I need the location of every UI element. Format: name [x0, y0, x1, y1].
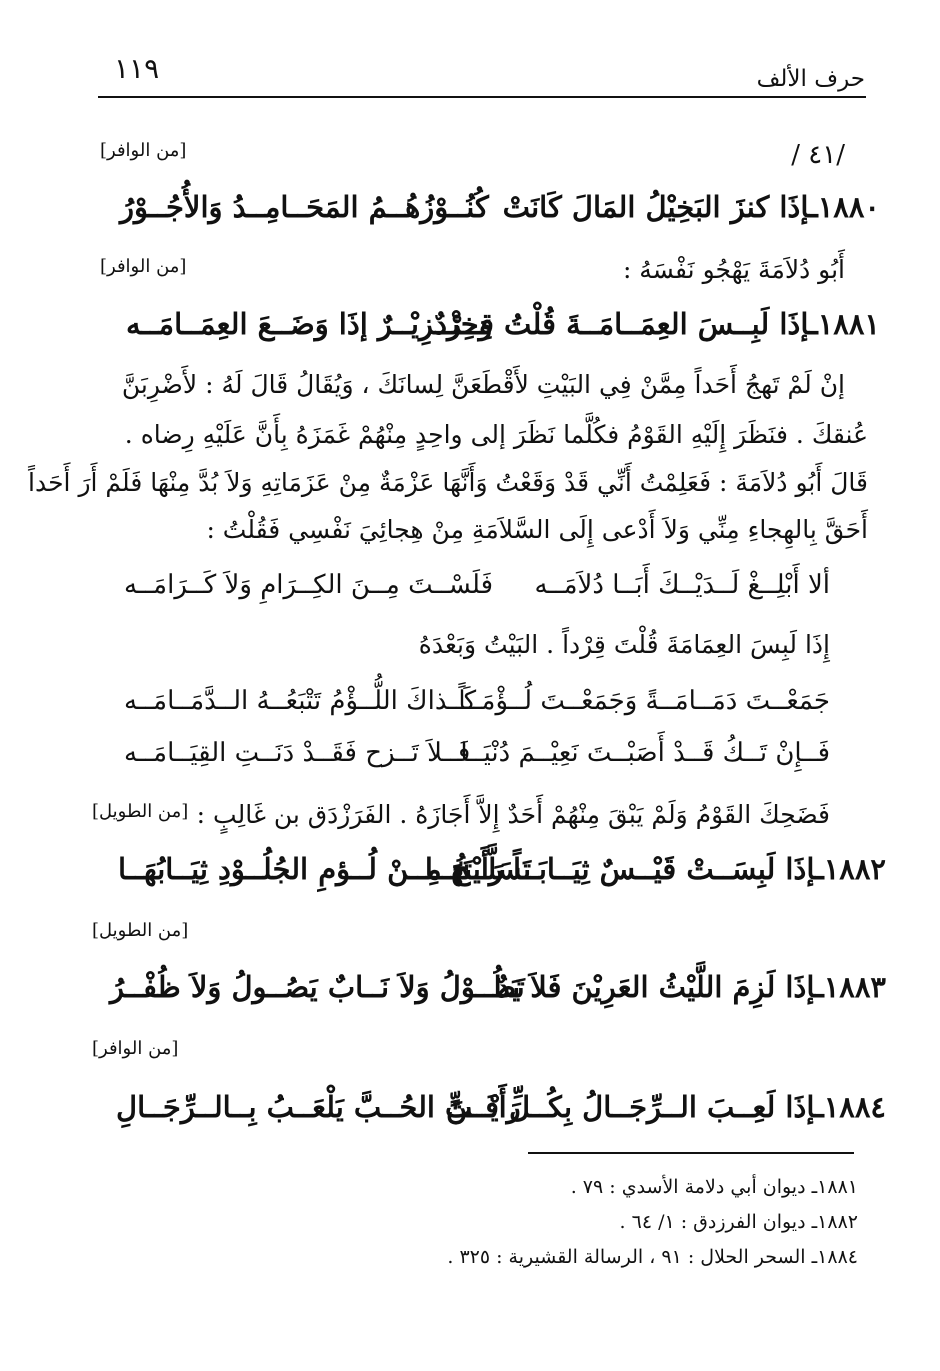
hemistich-first: ألا أَبْلِــغْ لَــدَيْــكَ أَبَــا دُلاَمَــه [534, 570, 830, 600]
verse-1883-sadr [497, 970, 886, 1004]
hemistich-second: رَأَيْــتَ الحُــبَّ يَلْعَــبُ بِــالــرِّجَــالِ [116, 1090, 521, 1124]
prose-line: أَحَقَّ بِالهِجاءِ مِنِّي وَلاَ أَدْعى إِلَى السَّلاَمَةِ مِنْ هِجائِيَ نَفْسِي فَقُلْتُ : [206, 515, 868, 544]
verse-1883 [110, 970, 886, 1014]
hemistich-second: فَــلاَ تَــزح فَقَــدْ دَنَــتِ القِيَــامَــه [124, 738, 471, 768]
footnote-rule [528, 1152, 854, 1154]
hemistich-first: فَــإِنْ تَــكُ قَــدْ أَصَبْــتَ نَعِيْــمَ دُنْيَــا [460, 738, 830, 768]
page-number: ١١٩ [114, 52, 160, 85]
hemistich-second: كُنُــوْزُهُــمُ المَحَــامِــدُ وَالأُجُــوْرُ [120, 190, 489, 224]
meter-label-1884: [من الوافر] [92, 1038, 179, 1059]
hemistich-first: إذَا لَبِسَــتْ قَيْــسٌ ثِيَــابَــاً رَأَيْتَهَــا [424, 852, 816, 886]
hemistich-first: إذَا لَزِمَ اللَّيْثُ العَرِيْنَ فَلاَ يَدٌ [496, 970, 816, 1004]
verse-number: ١٨٨٠ـ [809, 190, 880, 224]
inner-verse [124, 686, 830, 726]
footnote: ١٨٨٤ـ السحر الحلال : ٩١ ، الرسالة القشيرية : ٣٢٥ . [447, 1246, 858, 1268]
meter-label-1882: [من الطويل] [92, 801, 189, 822]
inner-verse [124, 738, 830, 778]
verse-1881-sadr [434, 307, 880, 341]
prose-line: إنْ لَمْ تَهجُ أَحَداً مِمَّنْ فِي البَيْتِ لأَقْطَعَنَّ لِسانَكَ ، وَيُقَالُ قَالَ لَهُ : لأَضْرِبَنَّ [121, 370, 845, 399]
verse-number: ١٨٨١ـ [809, 307, 880, 341]
hemistich-second: تَسَلَّــخُ مِــنْ لُــؤمِ الجُلُــوْدِ ثِيَــابُهَــا [118, 852, 532, 886]
verse-1880 [120, 190, 880, 234]
prose-line: قَالَ أَبُو دُلاَمَةَ : فَعَلِمْتُ أَنِّي قَدْ وَقَعْتُ وَأَنَّهَا عَزْمَةٌ مِنْ عَزَمَاتِهِ وَلاَ بُدَّ مِنْهَا فَلَمْ أَرَ أَحَداً [28, 468, 868, 497]
hemistich-first: إذَا لَعِــبَ الــرِّجَــالُ بِكُــلِّ فَــنٍّ [446, 1090, 816, 1124]
hemistich-first: إذَا لَبِــسَ العِمَــامَــةَ قُلْتُ قِــرْدٌ [434, 307, 810, 341]
verse-number: ١٨٨٤ـ [815, 1090, 886, 1124]
running-title: حرف الألف [756, 66, 865, 92]
header-rule [98, 96, 866, 98]
verse-1882 [118, 852, 886, 896]
meter-label-1880: [من الوافر] [100, 140, 187, 161]
intro-1882: فَضَحِكَ القَوْمُ وَلَمْ يَبْقَ مِنْهُمْ أَحَدٌ إِلاَّ أَجَازَهُ . الفَرَزْدَق بن غَالِبٍ : [196, 800, 830, 829]
hemistich-second: وَخِنْــزِيْــرٌ إذَا وَضَــعَ العِمَــامَــه [126, 307, 493, 341]
verse-number: ١٨٨٣ـ [815, 970, 886, 1004]
hemistich-first: جَمَعْــتَ دَمَــامَــةً وَجَمَعْــتَ لُــؤْمَــاً [458, 686, 830, 716]
hemistich-second: كَــذاكَ اللُّــؤْمُ تَتْبَعُــهُ الــدَّمَــامَــه [124, 686, 477, 716]
poem-number: / ٤١/ [791, 140, 845, 170]
hemistich-second: تَطُــوْلُ وَلاَ نَــابٌ يَصُــولُ وَلاَ ظُفْــرُ [110, 970, 525, 1004]
verse-1880-sadr [503, 190, 880, 224]
hemistich-second: فَلَسْــتَ مِــنَ الكِــرَامِ وَلاَ كَــرَامَــه [124, 570, 494, 600]
footnote: ١٨٨٢ـ ديوان الفرزدق : ١/ ٦٤ . [619, 1211, 858, 1233]
verse-1884 [116, 1090, 886, 1134]
meter-label-1881: [من الوافر] [100, 256, 187, 277]
footnote: ١٨٨١ـ ديوان أبي دلامة الأسدي : ٧٩ . [570, 1176, 858, 1198]
verse-1881 [126, 307, 880, 351]
intro-1881: أَبُو دُلاَمَةَ يَهْجُو نَفْسَهُ : [622, 255, 845, 284]
prose-line: عُنقكَ . فنَظَرَ إِلَيْهِ القَوْمُ فكُلَّما نَظَرَ إلى واحِدٍ مِنْهُمْ غَمَزَهُ بِأَنَّ عَلَيْهِ رِضاه . [124, 420, 868, 449]
inner-verse [124, 570, 830, 610]
hemistich-first: إذَا كنزَ البَخِيْلُ المَالَ كَانَتْ [502, 190, 810, 224]
verse-number: ١٨٨٢ـ [815, 852, 886, 886]
meter-label-1883: [من الطويل] [92, 920, 189, 941]
prose-line: إِذَا لَبِسَ العِمَامَةَ قُلْتَ قِرْداً . البَيْتُ وَبَعْدَهُ [418, 630, 830, 659]
